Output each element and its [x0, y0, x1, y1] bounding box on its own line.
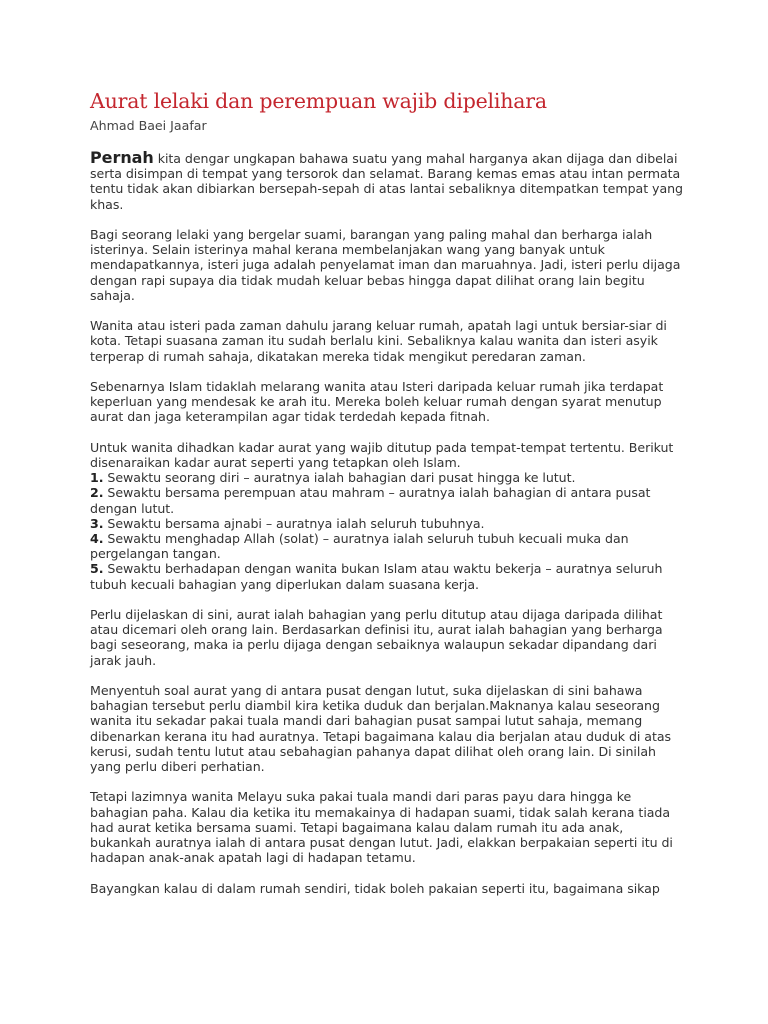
list-item-number: 3.: [90, 515, 104, 531]
list-item-text: Sewaktu berhadapan dengan wanita bukan Islam atau waktu bekerja – auratnya seluruh tubuh kecuali bahagian yang diperlukan dalam suasana kerja.: [90, 561, 663, 592]
paragraph-7: Menyentuh soal aurat yang di antara pusat dengan lutut, suka dijelaskan di sini bahawa bahagian tersebut perlu diambil kira ketika duduk dan berjalan.Maknanya kalau seseorang wanita itu sekadar pakai tuala mandi dari bahagian pusat sampai lutut sahaja, memang dibenarkan kerana itu had auratnya. Tetapi bagaimana kalau dia berjalan atau duduk di atas kerusi, sudah tentu lutut atau sebahagian pahanya dapat dilihat oleh orang lain. Di sinilah yang perlu diberi perhatian.: [90, 683, 672, 775]
list-item: [90, 485, 688, 515]
paragraph-8: Tetapi lazimnya wanita Melayu suka pakai tuala mandi dari paras payu dara hingga ke bahagian paha. Kalau dia ketika itu memakainya di hadapan suami, tidak salah kerana tiada had aurat ketika bersama suami. Tetapi bagaimana kalau dalam rumah itu ada anak, bukankah auratnya ialah di antara pusat dengan lutut. Jadi, elakkan berpakaian seperti itu di hadapan anak-anak apatah lagi di hadapan tetamu.: [90, 789, 673, 866]
paragraph-2: Bagi seorang lelaki yang bergelar suami, barangan yang paling mahal dan berharga ialah isterinya. Selain isterinya mahal kerana membelanjakan wang yang banyak untuk mendapatkannya, isteri juga adalah penyelamat iman dan maruahnya. Jadi, isteri perlu dijaga dengan rapi supaya dia tidak mudah keluar bebas hingga dapat dilihat orang lain begitu sahaja.: [90, 227, 681, 303]
article-author: Ahmad Baei Jaafar: [90, 118, 207, 133]
list-item-text: Sewaktu bersama ajnabi – auratnya ialah seluruh tubuhnya.: [103, 515, 485, 531]
list-item-text: Sewaktu menghadap Allah (solat) – auratnya ialah seluruh tubuh kecuali muka dan pergelangan tangan.: [90, 531, 629, 562]
lead-word: Pernah: [90, 148, 154, 167]
list-item-text: Sewaktu bersama perempuan atau mahram – auratnya ialah bahagian di antara pusat dengan lutut.: [90, 485, 651, 516]
list-item-text: Sewaktu seorang diri – auratnya ialah bahagian dari pusat hingga ke lutut.: [103, 470, 576, 486]
list-item: [90, 516, 688, 531]
list-item-number: 4.: [90, 531, 104, 547]
paragraph-1: [90, 150, 688, 212]
list-intro: Untuk wanita dihadkan kadar aurat yang wajib ditutup pada tempat-tempat tertentu. Berikut disenaraikan kadar aurat seperti yang tetapkan oleh Islam.: [90, 439, 674, 470]
paragraph-1-text: kita dengar ungkapan bahawa suatu yang mahal harganya akan dijaga dan dibelai serta disimpan di tempat yang tersorok dan selamat. Barang kemas emas atau intan permata tentu tidak akan dibiarkan bersepah-sepah di atas lantai sebaliknya ditempatkan tempat yang khas.: [90, 151, 683, 212]
list-item-number: 5.: [90, 561, 104, 577]
list-item-number: 1.: [90, 470, 104, 486]
paragraph-6: Perlu dijelaskan di sini, aurat ialah bahagian yang perlu ditutup atau dijaga daripada dilihat atau dicemari oleh orang lain. Berdasarkan definisi itu, aurat ialah bahagian yang berharga bagi seseorang, maka ia perlu dijaga dengan sebaiknya walaupun sekadar dipandang dari jarak jauh.: [90, 607, 663, 668]
paragraph-9: Bayangkan kalau di dalam rumah sendiri, tidak boleh pakaian seperti itu, bagaimana sikap: [90, 880, 660, 896]
list-item-number: 2.: [90, 485, 104, 501]
article-title: Aurat lelaki dan perempuan wajib dipelihara: [90, 89, 547, 113]
aurat-list-section: [90, 440, 688, 592]
list-item: [90, 561, 688, 591]
paragraph-3: Wanita atau isteri pada zaman dahulu jarang keluar rumah, apatah lagi untuk bersiar-siar di kota. Tetapi suasana zaman itu sudah berlalu kini. Sebaliknya kalau wanita dan isteri asyik terperap di rumah sahaja, dikatakan mereka tidak mengikut peredaran zaman.: [90, 318, 667, 364]
list-item: [90, 470, 688, 485]
list-item: [90, 531, 688, 561]
paragraph-4: Sebenarnya Islam tidaklah melarang wanita atau Isteri daripada keluar rumah jika terdapat keperluan yang mendesak ke arah itu. Mereka boleh keluar rumah dengan syarat menutup aurat dan jaga keterampilan agar tidak terdedah kepada fitnah.: [90, 379, 664, 425]
